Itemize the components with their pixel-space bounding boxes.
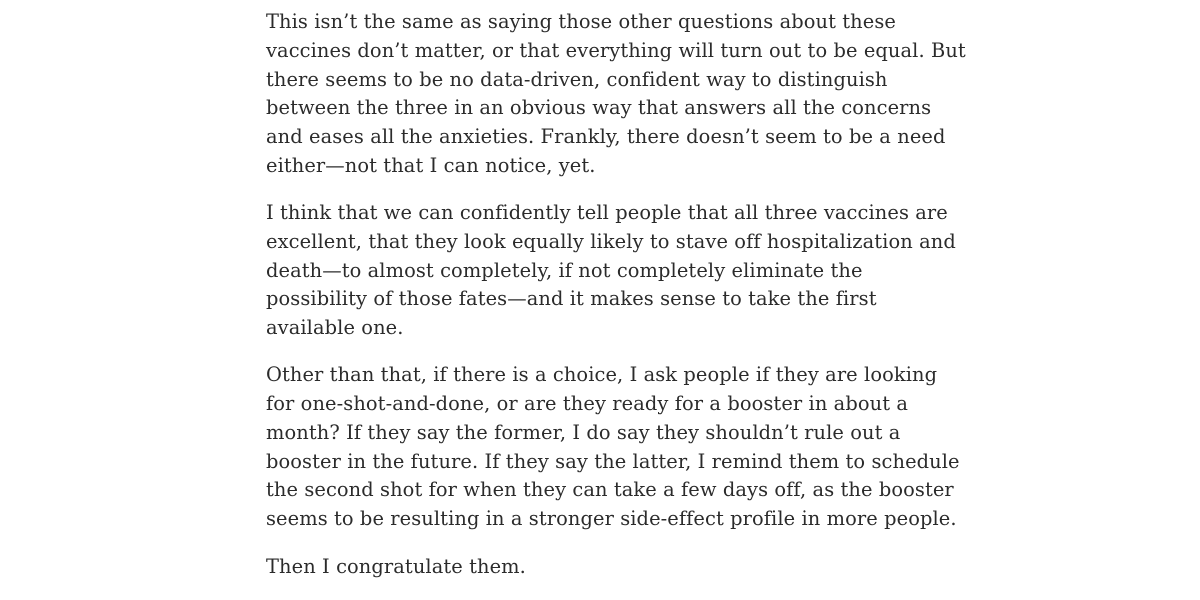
paragraph-1: This isn’t the same as saying those other questions about these vaccines don’t matter, or that everything will turn out to be equal. But there seems to be no data-driven, confident way to distinguish between the three in an obvious way that answers all the concerns and eases all the anxieties. Frankly, there doesn’t seem to be a need either—not that I can notice, yet. bbox=[266, 10, 966, 177]
article-body bbox=[266, 8, 966, 600]
paragraph-3: Other than that, if there is a choice, I ask people if they are looking for one-shot-and-done, or are they ready for a booster in about a month? If they say the former, I do say they shouldn’t rule out a booster in the future. If they say the latter, I remind them to schedule the second shot for when they can take a few days off, as the booster seems to be resulting in a stronger side-effect profile in more people. bbox=[266, 363, 960, 531]
paragraph-2: I think that we can confidently tell people that all three vaccines are excellent, that they look equally likely to stave off hospitalization and death—to almost completely, if not completely eliminate the possibility of those fates—and it makes sense to take the first available one. bbox=[266, 201, 956, 340]
paragraph-4: Then I congratulate them. bbox=[266, 554, 526, 578]
